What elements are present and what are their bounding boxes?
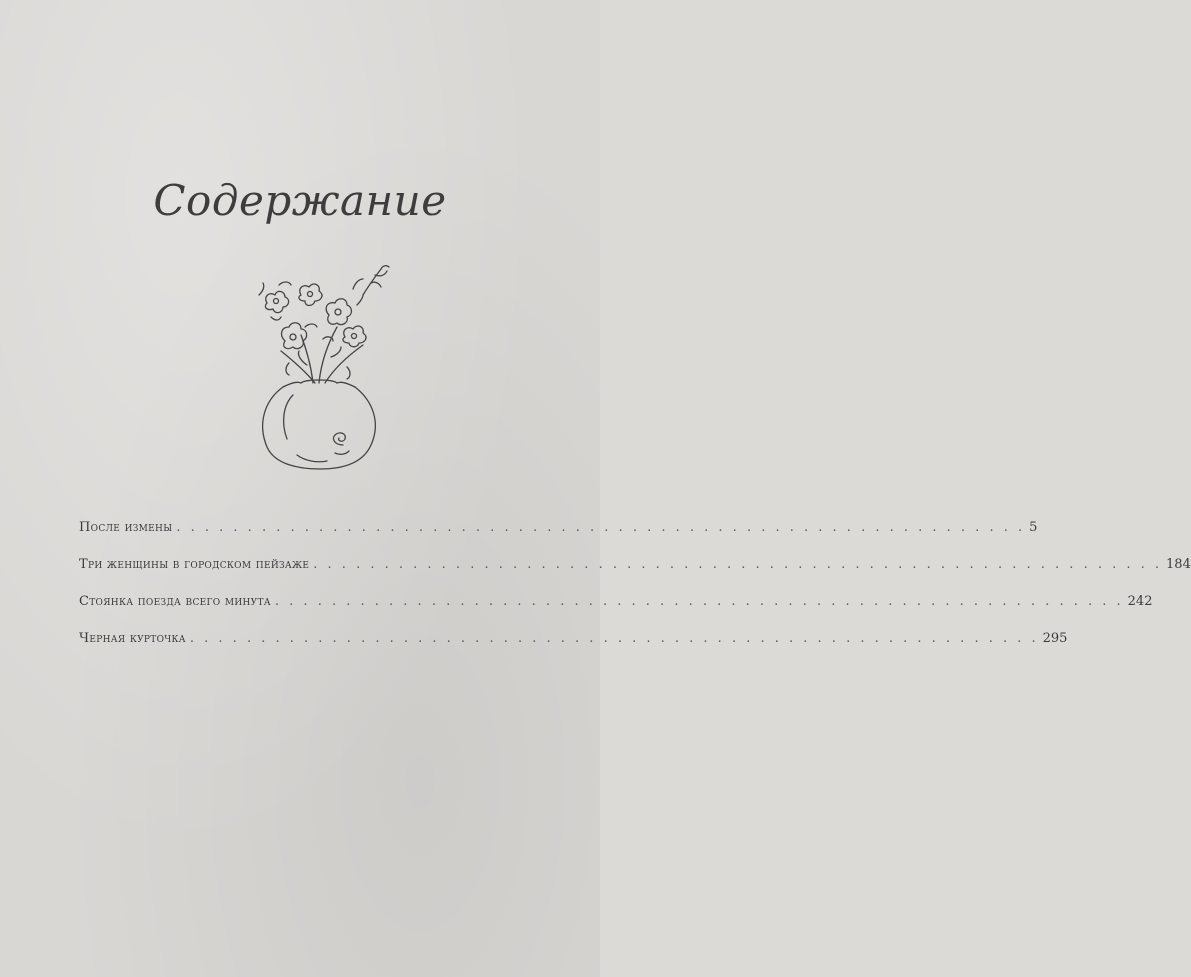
toc-entry[interactable] (79, 631, 1068, 668)
toc-leader-dots: . . . . . . . . . . . . . . . . . . . . . . . . . . . . . . . . . . . . . . . . . . . . . . . . . . . . . . . . . . . . (189, 631, 1039, 646)
toc-entry-title: Стоянка поезда всего минута (79, 594, 271, 609)
page-title: Содержание (153, 176, 447, 225)
toc-leader-dots: . . . . . . . . . . . . . . . . . . . . . . . . . . . . . . . . . . . . . . . . . . . . . . . . . . . . . . . . . . . . (274, 594, 1124, 609)
toc-page-number: 242 (1127, 594, 1153, 609)
toc-entry-title: После измены (79, 520, 173, 535)
vase-with-flowers-icon (245, 255, 395, 480)
toc-page-number: 5 (1029, 520, 1038, 535)
toc-leader-dots: . . . . . . . . . . . . . . . . . . . . . . . . . . . . . . . . . . . . . . . . . . . . . . . . . . . . . . . . . . . . (313, 557, 1163, 572)
toc-leader-dots: . . . . . . . . . . . . . . . . . . . . . . . . . . . . . . . . . . . . . . . . . . . . . . . . . . . . . . . . . . . . (176, 520, 1026, 535)
toc-entry[interactable] (79, 594, 1153, 631)
table-of-contents (79, 520, 1191, 668)
toc-entry-title: Черная курточка (79, 631, 186, 646)
toc-entry[interactable] (79, 557, 1191, 594)
toc-entry[interactable] (79, 520, 1038, 557)
toc-page-number: 184 (1166, 557, 1191, 572)
toc-page-number: 295 (1042, 631, 1068, 646)
toc-entry-title: Три женщины в городском пейзаже (79, 557, 310, 572)
